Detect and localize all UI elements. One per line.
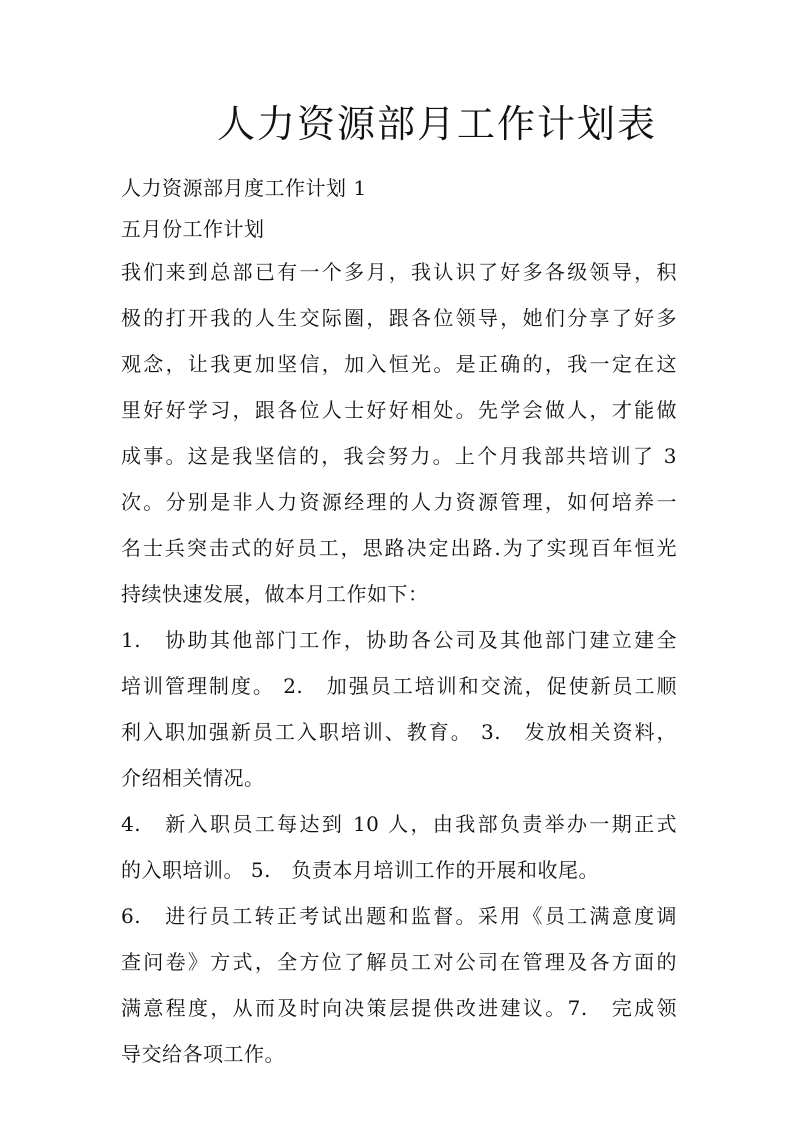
paragraph-line: 名士兵突击式的好员工，思路决定出路.为了实现百年恒光 — [121, 536, 677, 560]
paragraph-line: 介绍相关情况。 — [121, 766, 265, 790]
paragraph-line: 成事。这是我坚信的，我会努力。上个月我部共培训了 3 — [121, 444, 677, 468]
paragraph-line: 我们来到总部已有一个多月，我认识了好多各级领导，积 — [121, 260, 677, 284]
paragraph-line: 导交给各项工作。 — [121, 1042, 285, 1066]
month-heading: 五月份工作计划 — [121, 217, 265, 241]
paragraph-line: 查问卷》方式，全方位了解员工对公司在管理及各方面的 — [121, 950, 677, 974]
paragraph-line: 极的打开我的人生交际圈，跟各位领导，她们分享了好多 — [121, 306, 677, 330]
paragraph-line: 观念，让我更加坚信，加入恒光。是正确的，我一定在这 — [121, 352, 677, 376]
paragraph-items-6-7 — [121, 898, 677, 1072]
paragraph-line: 的入职培训。 5. 负责本月培训工作的开展和收尾。 — [121, 858, 599, 882]
paragraph-line: 次。分别是非人力资源经理的人力资源管理，如何培养一 — [121, 490, 677, 514]
paragraph-intro — [121, 254, 677, 612]
paragraph-line: 1. 协助其他部门工作，协助各公司及其他部门建立建全 — [121, 628, 677, 652]
paragraph-line: 里好好学习，跟各位人士好好相处。先学会做人，才能做 — [121, 398, 677, 422]
document-body — [121, 170, 677, 1082]
paragraph-line: 利入职加强新员工入职培训、教育。 3. 发放相关资料， — [121, 720, 677, 744]
paragraph-items-1-3 — [121, 622, 677, 796]
paragraph-line: 6. 进行员工转正考试出题和监督。采用《员工满意度调 — [121, 904, 677, 928]
paragraph-line: 培训管理制度。 2. 加强员工培训和交流，促使新员工顺 — [121, 674, 677, 698]
document-title: 人力资源部月工作计划表 — [216, 102, 657, 146]
paragraph-line: 持续快速发展，做本月工作如下： — [121, 582, 429, 606]
paragraph-line: 满意程度，从而及时向决策层提供改进建议。7. 完成领 — [121, 996, 677, 1020]
paragraph-line: 4. 新入职员工每达到 10 人，由我部负责举办一期正式 — [121, 812, 677, 836]
paragraph-items-4-5 — [121, 806, 677, 888]
plan-subtitle: 人力资源部月度工作计划 1 — [121, 176, 367, 200]
